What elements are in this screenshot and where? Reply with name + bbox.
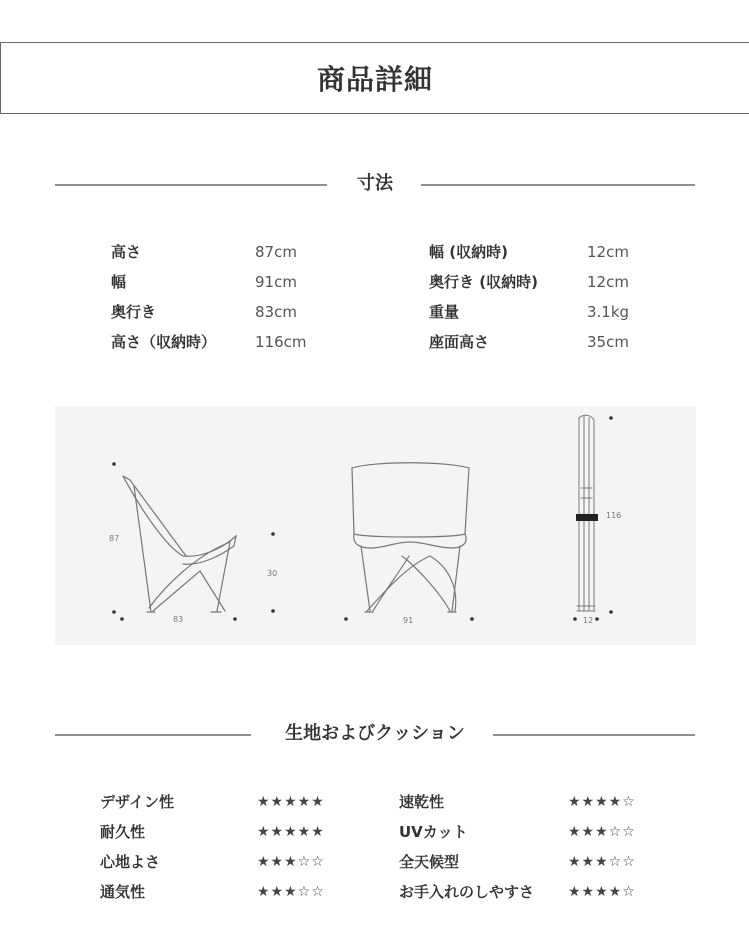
star-rating: ★★★☆☆ (257, 884, 325, 900)
spec-label: 幅 (収納時) (429, 243, 508, 261)
rating-label: 耐久性 (100, 823, 146, 841)
spec-label: 高さ (111, 243, 142, 261)
folded-height-label: 116 (606, 511, 622, 520)
rating-label: 速乾性 (399, 793, 445, 811)
star-rating: ★★★☆☆ (568, 824, 636, 840)
rating-label: UVカット (399, 823, 468, 841)
header-box (0, 42, 749, 114)
spec-value: 83cm (255, 303, 297, 321)
spec-value: 87cm (255, 243, 297, 261)
rating-label: 心地よさ (100, 853, 161, 871)
side-height-label: 87 (109, 534, 120, 543)
fabric-heading: 生地およびクッション (285, 723, 465, 744)
folded-strap (576, 514, 598, 521)
chair-dimension-diagram (55, 406, 696, 645)
side-depth-label: 83 (173, 615, 184, 624)
rating-row (100, 820, 660, 844)
front-view-chair (352, 463, 469, 612)
spec-value: 35cm (587, 333, 629, 351)
seat-height-label: 30 (267, 569, 278, 578)
rating-label: 全天候型 (399, 853, 460, 871)
dimensions-section-heading (55, 172, 695, 196)
spec-row (111, 240, 671, 264)
star-rating: ★★★★☆ (568, 794, 636, 810)
spec-label: 奥行き (111, 303, 157, 321)
spec-label: 幅 (111, 273, 127, 291)
chair-drawings (55, 406, 696, 645)
spec-label: 重量 (429, 303, 460, 321)
dimensions-heading: 寸法 (357, 173, 393, 194)
spec-row (111, 300, 671, 324)
spec-label: 高さ（収納時） (111, 333, 217, 351)
spec-label: 座面高さ (429, 333, 490, 351)
star-rating: ★★★☆☆ (568, 854, 636, 870)
rating-label: デザイン性 (100, 793, 174, 811)
spec-value: 3.1kg (587, 303, 630, 321)
spec-value: 12cm (587, 273, 629, 291)
page-title: 商品詳細 (316, 63, 433, 96)
side-view-markers (112, 462, 278, 621)
side-view-chair (123, 476, 236, 612)
star-rating: ★★★★★ (257, 824, 325, 840)
folded-view-chair (577, 415, 595, 611)
front-width-label: 91 (403, 616, 414, 625)
rating-row (100, 880, 660, 904)
star-rating: ★★★★☆ (568, 884, 636, 900)
rating-label: お手入れのしやすさ (399, 883, 535, 901)
spec-value: 91cm (255, 273, 297, 291)
spec-row (111, 330, 671, 354)
spec-value: 12cm (587, 243, 629, 261)
rating-row (100, 850, 660, 874)
rating-row (100, 790, 660, 814)
rating-label: 通気性 (100, 883, 146, 901)
star-rating: ★★★☆☆ (257, 854, 325, 870)
star-rating: ★★★★★ (257, 794, 325, 810)
spec-label: 奥行き (収納時) (429, 273, 538, 291)
spec-value: 116cm (255, 333, 307, 351)
folded-width-label: 12 (583, 616, 594, 625)
fabric-section-heading (55, 722, 695, 746)
spec-row (111, 270, 671, 294)
